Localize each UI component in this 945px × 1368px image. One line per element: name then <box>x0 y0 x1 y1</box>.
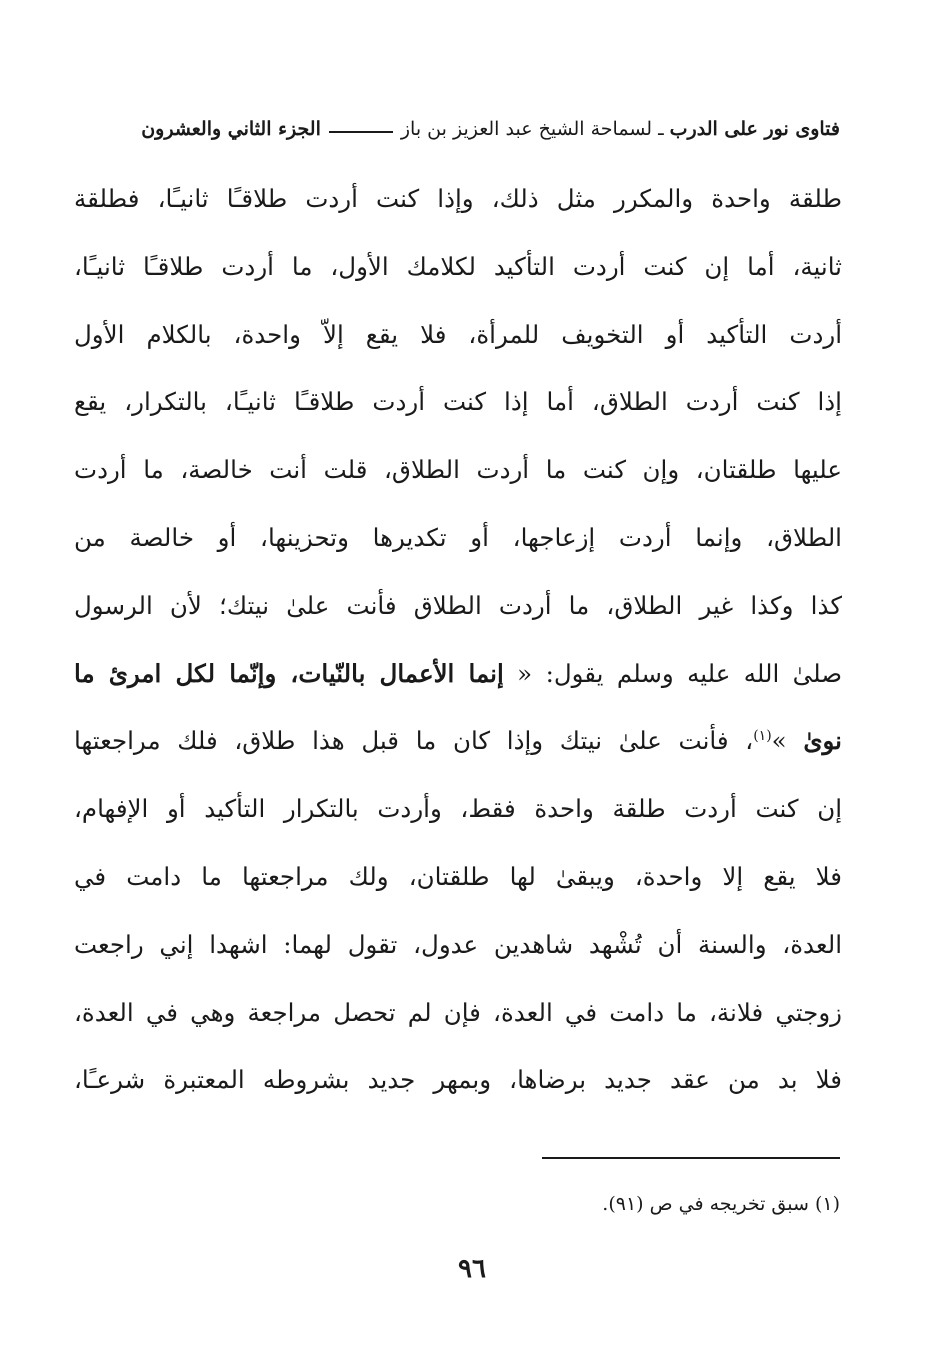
author-name: لسماحة الشيخ عبد العزيز بن باز <box>400 118 653 140</box>
text-line: العدة، والسنة أن تُشْهد شاهدين عدول، تقول لهما: اشهدا إني راجعت <box>74 929 842 959</box>
text-line: طلقة واحدة والمكرر مثل ذلك، وإذا كنت أردت طلاقـًا ثانيـًا، فطلقة <box>74 184 842 213</box>
text-line: ثانية، أما إن كنت أردت التأكيد لكلامك الأول، ما أردت طلاقـًا ثانيـًا، <box>74 251 842 281</box>
hadith-quote: إنما الأعمال بالنّيات، وإنّما لكل امرئ ما <box>74 658 504 688</box>
header-rule <box>329 131 393 133</box>
line-text: ، فأنت علىٰ نيتك وإذا كان ما قبل هذا طلاق، فلك مراجعتها <box>74 726 754 756</box>
text-line: كذا وكذا غير الطلاق، ما أردت الطلاق فأنت علىٰ نيتك؛ لأن الرسول <box>74 590 842 620</box>
text-line: إذا كنت أردت الطلاق، أما إذا كنت أردت طلاقـًا ثانيـًا، بالتكرار، يقع <box>74 387 842 417</box>
text-line-hadith <box>74 640 842 708</box>
text-line: إن كنت أردت طلقة واحدة فقط، وأردت بالتكرار التأكيد أو الإفهام، <box>74 794 842 824</box>
text-line-hadith-end <box>74 707 842 775</box>
text-line: الطلاق، وإنما أردت إزعاجها، أو تكديرها وتحزينها، أو خالصة من <box>74 522 842 552</box>
hadith-quote: نوىٰ <box>803 726 842 756</box>
body-text <box>74 165 842 1114</box>
running-header <box>78 113 840 145</box>
closing-quote: » <box>771 726 804 756</box>
text-line: زوجتي فلانة، ما دامت في العدة، فإن لم تحصل مراجعة وهي في العدة، <box>74 997 842 1027</box>
header-separator: ـ <box>658 118 664 140</box>
footnote-marker[interactable]: (١) <box>753 728 772 745</box>
footnote: (١) سبق تخريجه في ص (٩١). <box>602 1193 840 1215</box>
text-line: أردت التأكيد أو التخويف للمرأة، فلا يقع إلاّ واحدة، بالكلام الأول <box>74 319 842 349</box>
text-line: عليها طلقتان، وإن كنت ما أردت الطلاق، قلت أنت خالصة، ما أردت <box>74 455 842 485</box>
page-number: ٩٦ <box>458 1254 486 1284</box>
book-title: فتاوى نور على الدرب <box>669 118 840 140</box>
footnote-divider <box>542 1157 840 1159</box>
text-line: فلا بد من عقد جديد برضاها، وبمهر جديد بشروطه المعتبرة شرعـًا، <box>74 1065 842 1095</box>
text-line: فلا يقع إلا واحدة، ويبقىٰ لها طلقتان، ولك مراجعتها ما دامت في <box>74 861 842 891</box>
volume-label: الجزء الثاني والعشرون <box>141 118 321 140</box>
line-text: صلىٰ الله عليه وسلم يقول: « <box>503 658 842 688</box>
